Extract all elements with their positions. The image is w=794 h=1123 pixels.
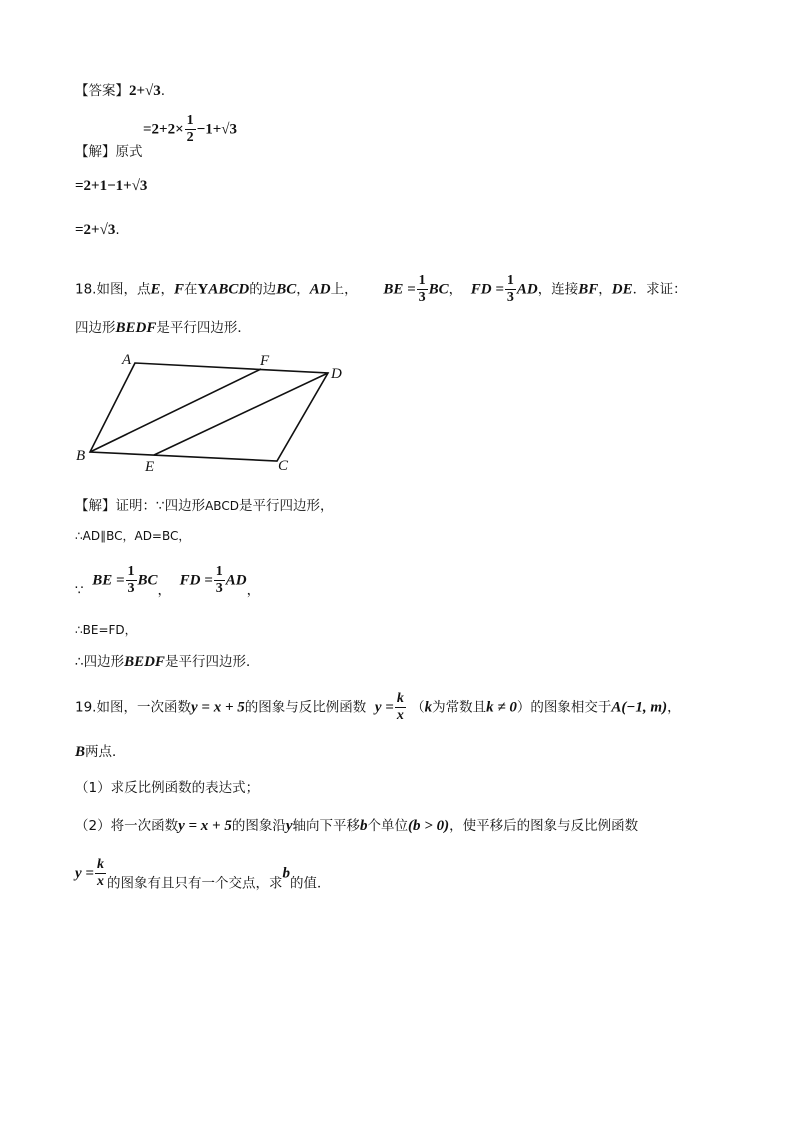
proof-line-4-text: ∴BE=FD， [75, 623, 137, 637]
side-BC: BC [276, 281, 297, 298]
q19-part-2-d: 个单位 [367, 818, 409, 834]
inverse-y-eq: y = [374, 699, 394, 716]
proof-18-line-1 [75, 494, 333, 514]
q19-part-2-c: 轴向下平移 [292, 818, 361, 834]
parallelogram-ABCD: ABCD [208, 281, 250, 298]
fraction-denominator: 3 [215, 581, 223, 596]
fraction-numerator: 1 [215, 564, 223, 579]
fraction-numerator: 1 [506, 273, 514, 288]
proof-fd-lhs: FD = [179, 572, 213, 589]
q19-part-2-e: ，使平移后的图象与反比例函数 [449, 818, 639, 834]
k-nonzero: k ≠ 0 [486, 699, 517, 716]
proof-18-line-3 [75, 565, 260, 604]
q19-p3-text-a: 的图象有且只有一个交点，求 [106, 875, 283, 892]
parallelogram-figure [70, 348, 360, 476]
q18-comma-2: ， [296, 281, 310, 298]
fraction-numerator: 1 [127, 564, 135, 579]
fraction-numerator: k [96, 857, 104, 872]
question-19-number: 19. [75, 699, 97, 716]
solution-line-1-a: =2+2× [143, 121, 184, 138]
proof-label: 【解】证明：∵四边形 [75, 498, 206, 514]
question-18-line-1 [75, 274, 687, 305]
q19-text-7: 两点． [85, 744, 126, 760]
q18-text-3: 的边 [249, 281, 277, 298]
fraction-numerator: 1 [186, 113, 194, 128]
label-D: D [331, 366, 342, 382]
proof-comma-2: ， [246, 582, 261, 599]
q19-p3-text-c: 的值． [289, 875, 331, 892]
q18-text-8: 是平行四边形． [156, 320, 251, 336]
proof-fraction-be [126, 565, 137, 596]
proof-bedf: BEDF [124, 654, 165, 670]
proof-fraction-fd [214, 565, 225, 596]
q18-comma-1: ， [160, 281, 174, 298]
proof-be-rhs: BC [137, 572, 158, 589]
solution-line-3-expr: =2+√3 [75, 222, 116, 238]
question-19-line-1 [75, 692, 681, 723]
fraction-k-over-x [395, 692, 406, 723]
point-B: B [75, 744, 86, 760]
proof-fd-rhs: AD [225, 572, 247, 589]
segment-BF: BF [578, 281, 599, 298]
proof-abcd: ABCD [205, 499, 239, 513]
proof-18-line-4 [75, 621, 137, 638]
label-B: B [76, 448, 86, 464]
label-F: F [260, 353, 270, 369]
solution-line-2 [75, 178, 147, 195]
fraction-denominator: x [96, 874, 104, 889]
proof-be-lhs: BE = [92, 572, 125, 589]
be-lhs: BE = [383, 281, 416, 298]
q19-part-2-y-axis: y [285, 818, 293, 834]
fraction-denominator: 3 [506, 290, 514, 305]
q19-comma: ， [667, 699, 681, 716]
quadrilateral-BEDF: BEDF [115, 320, 157, 336]
label-A: A [122, 352, 132, 368]
q19-part-2-condition: (b > 0) [408, 818, 450, 834]
point-E: E [150, 281, 161, 298]
solution-line-1 [143, 114, 237, 145]
solution-line-3 [75, 222, 120, 239]
question-18-number: 18. [75, 281, 97, 298]
proof-line-2-text: ∴AD∥BC，AD=BC， [75, 529, 191, 543]
solution-line-3-period: . [115, 222, 120, 238]
q19-part-1-text: （1）求反比例函数的表达式； [75, 780, 260, 796]
label-E: E [145, 459, 155, 475]
q18-text-7: 四边形 [75, 320, 116, 336]
fraction-one-half [185, 114, 196, 145]
segment-DE: DE [611, 281, 633, 298]
be-rhs: BC [428, 281, 449, 298]
q19-part-2-b: 的图象沿 [231, 818, 286, 834]
proof-comma-1: ， [157, 582, 172, 599]
fraction-denominator: x [396, 708, 404, 723]
because-symbol: ∵ [75, 582, 84, 599]
q19-part-2-a: （2）将一次函数 [75, 818, 179, 834]
answer-period: . [160, 83, 166, 99]
parallelogram-outline [90, 363, 328, 461]
fraction-denominator: 2 [186, 130, 194, 145]
constant-k: k [424, 699, 433, 716]
proof-line-5-b: 是平行四边形． [164, 654, 260, 670]
q19-p3-y-eq: y = [75, 865, 94, 882]
figure-lines [90, 363, 328, 461]
q18-comma-4: ， [598, 281, 612, 298]
answer-expression: 2+√3 [129, 83, 161, 99]
question-19-part-1 [75, 776, 259, 796]
fd-lhs: FD = [470, 281, 504, 298]
solution-label: 【解】原式 [75, 144, 143, 160]
proof-line-5-a: ∴四边形 [75, 654, 125, 670]
point-A-coords: A(−1, m) [611, 699, 668, 716]
q19-text-1: 如图，一次函数 [96, 699, 191, 716]
label-C: C [278, 458, 289, 474]
parallelogram-symbol: Y [197, 281, 209, 298]
question-18-line-2 [75, 316, 251, 337]
fraction-fd [505, 274, 516, 305]
proof-18-line-2 [75, 527, 190, 544]
answer-label: 【答案】 [75, 83, 129, 99]
solution-line-2-expr: =2+1−1+√3 [75, 178, 148, 194]
q18-comma-3: ， [448, 281, 463, 298]
question-19-part-2-line-2 [75, 858, 330, 897]
q18-text-1: 如图，点 [96, 281, 151, 298]
q19-part-2-b-var: b [360, 818, 368, 834]
linear-function: y = x + 5 [190, 699, 245, 716]
q18-text-2: 在 [184, 281, 198, 298]
q18-text-6: ．求证： [632, 281, 687, 298]
q19-text-2: 的图象与反比例函数 [244, 699, 367, 716]
proof-18-line-5 [75, 650, 259, 671]
fraction-denominator: 3 [418, 290, 426, 305]
side-AD: AD [309, 281, 331, 298]
q19-p3-fraction [95, 858, 106, 889]
fd-rhs: AD [516, 281, 538, 298]
q18-text-4: 上， [330, 281, 358, 298]
fraction-be [417, 274, 428, 305]
point-F: F [174, 281, 185, 298]
segment-BF-line [90, 369, 261, 452]
question-19-line-2 [75, 740, 126, 761]
q19-paren-open: （ [411, 699, 425, 716]
q18-text-5: ，连接 [537, 281, 579, 298]
segment-DE-line [154, 373, 328, 455]
fraction-denominator: 3 [127, 581, 135, 596]
solution-line-1-b: −1+√3 [196, 121, 237, 138]
answer-line [75, 79, 165, 100]
question-19-part-2 [75, 814, 638, 835]
q19-part-2-linear: y = x + 5 [178, 818, 232, 834]
q19-text-5: ）的图象相交于 [516, 699, 612, 716]
q19-p3-b-var: b [282, 865, 290, 882]
proof-line-1-end: 是平行四边形， [238, 498, 334, 514]
q19-text-4: 为常数且 [432, 699, 487, 716]
fraction-numerator: k [396, 691, 404, 706]
fraction-numerator: 1 [418, 273, 426, 288]
